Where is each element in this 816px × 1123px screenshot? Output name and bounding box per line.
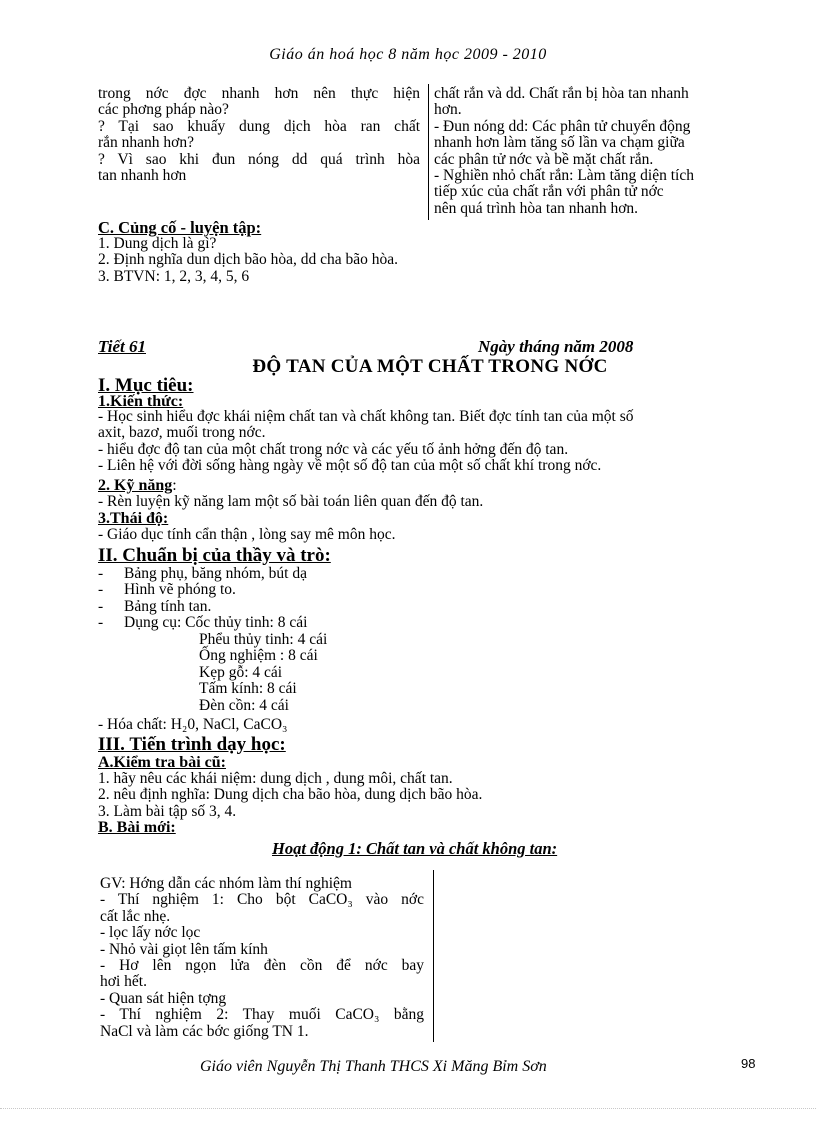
chuanbi-heading: II. Chuẩn bị của thầy và trò: bbox=[98, 545, 331, 566]
lesson-title: ĐỘ TAN CỦA MỘT CHẤT TRONG NỚC bbox=[252, 356, 608, 377]
chuanbi-tools bbox=[199, 632, 327, 714]
kiemtra-item: 3. Làm bài tập số 3, 4. bbox=[98, 802, 237, 820]
table2-left-column bbox=[100, 876, 424, 1040]
chuanbi-item-text: Hình vẽ phóng to. bbox=[124, 581, 236, 599]
chuanbi-item bbox=[98, 566, 307, 582]
table2-left-line: hơi hết. bbox=[100, 973, 147, 991]
chuanbi-item bbox=[98, 615, 307, 631]
kynang-line: - Rèn luyện kỹ năng lam một số bài toán liên quan đến độ tan. bbox=[98, 493, 484, 510]
cungco-heading: C. Củng cố - luyện tập: bbox=[98, 218, 262, 237]
chuanbi-item-text: Bảng phụ, băng nhóm, bút dạ bbox=[124, 565, 307, 582]
table2-divider bbox=[433, 870, 434, 1042]
kynang-colon: : bbox=[172, 477, 177, 494]
table2-left-line: cất lắc nhẹ. bbox=[100, 907, 171, 925]
cungco-item: 1. Dung dịch là gì? bbox=[98, 235, 217, 252]
table1-left-line: ? Vì sao khi đun nóng dd quá trình hòa bbox=[98, 150, 420, 168]
kiemtra-item: 1. hãy nêu các khái niệm: dung dịch , dung môi, chất tan. bbox=[98, 770, 453, 787]
cungco-list bbox=[98, 236, 398, 285]
table2-left-line: - Thí nghiệm 1: Cho bột CaCO₃ vào nớc bbox=[100, 891, 424, 909]
page-header-title: Giáo án hoá học 8 năm học 2009 - 2010 bbox=[269, 46, 547, 63]
page-number: 98 bbox=[741, 1056, 756, 1071]
kiemtra-heading: A.Kiểm tra bài cũ: bbox=[98, 754, 226, 771]
table1-left-column bbox=[98, 86, 420, 184]
baimoi-heading: B. Bài mới: bbox=[98, 819, 176, 836]
bullet-dash: - bbox=[98, 565, 104, 582]
kynang-heading: 2. Kỹ năng bbox=[98, 477, 173, 494]
chuanbi-item-text: Bảng tính tan. bbox=[124, 597, 212, 615]
lesson-date: Ngày tháng năm 2008 bbox=[478, 337, 634, 356]
table1-right-line: chất rắn và dd. Chất rắn bị hòa tan nhanh bbox=[434, 85, 689, 102]
bullet-dash: - bbox=[98, 581, 104, 599]
kienthuc-line: axit, bazơ, muối trong nớc. bbox=[98, 424, 266, 442]
table1-right-line: - Nghiền nhỏ chất rắn: Làm tăng diện tích bbox=[434, 167, 694, 185]
thaido-line: - Giáo dục tính cẩn thận , lòng say mê môn học. bbox=[98, 526, 396, 543]
chuanbi-item-text: Dụng cụ: Cốc thủy tinh: 8 cái bbox=[124, 614, 308, 632]
chuanbi-item bbox=[98, 582, 307, 598]
table1-left-line: trong nớc đợc nhanh hơn nên thực hiện bbox=[98, 85, 420, 102]
cungco-item: 3. BTVN: 1, 2, 3, 4, 5, 6 bbox=[98, 267, 250, 285]
table1-right-line: nhanh hơn làm tăng số lần va chạm giữa bbox=[434, 134, 685, 152]
kienthuc-line: - Học sinh hiểu đợc khái niệm chất tan và chất không tan. Biết đợc tính tan của một số bbox=[98, 408, 634, 425]
table1-left-line: ? Tại sao khuấy dung dịch hòa ran chất bbox=[98, 117, 420, 135]
table1-right-line: nên quá trình hòa tan nhanh hơn. bbox=[434, 199, 639, 217]
chuanbi-list bbox=[98, 566, 307, 632]
kienthuc-heading: 1.Kiến thức: bbox=[98, 393, 184, 410]
tool-item: Kẹp gỗ: 4 cái bbox=[199, 663, 283, 681]
table2-left-line: - Quan sát hiện tợng bbox=[100, 989, 227, 1007]
tientrinh-heading: III. Tiến trình dạy học: bbox=[98, 734, 286, 755]
bullet-dash: - bbox=[98, 597, 104, 615]
table1-divider bbox=[428, 84, 429, 220]
table1-left-line: các phơng pháp nào? bbox=[98, 101, 229, 119]
thaido-heading: 3.Thái độ: bbox=[98, 510, 169, 527]
kiemtra-item: 2. nêu định nghĩa: Dung dịch cha bão hòa, dung dịch bão hòa. bbox=[98, 786, 483, 804]
kiemtra-list bbox=[98, 771, 482, 820]
cungco-item: 2. Định nghĩa dun dịch bão hòa, dd cha bão hòa. bbox=[98, 251, 399, 269]
kienthuc-line: - Liên hệ với đời sống hàng ngày về một số độ tan của một số chất khí trong nớc. bbox=[98, 457, 602, 475]
lesson-period: Tiết 61 bbox=[98, 337, 146, 356]
table2-left-line: - Thí nghiệm 2: Thay muối CaCO₃ bằng bbox=[100, 1006, 424, 1024]
kienthuc-line: - hiểu đợc độ tan của một chất trong nớc và các yếu tố ảnh hởng đến độ tan. bbox=[98, 440, 569, 458]
table1-right-line: tiếp xúc của chất rắn với phân tử nớc bbox=[434, 183, 664, 201]
tool-item: Tấm kính: 8 cái bbox=[199, 680, 297, 698]
chuanbi-item bbox=[98, 599, 307, 615]
bullet-dash: - bbox=[98, 614, 104, 632]
table1-right-line: - Đun nóng dd: Các phân tử chuyển động bbox=[434, 117, 691, 135]
table1-right-column bbox=[434, 86, 756, 217]
table2-left-line: - Hơ lên ngọn lửa đèn cồn để nớc bay bbox=[100, 957, 424, 975]
tool-item: Ống nghiệm : 8 cái bbox=[199, 647, 318, 665]
table1-right-line: hơn. bbox=[434, 101, 462, 119]
tool-item: Phểu thủy tinh: 4 cái bbox=[199, 631, 328, 648]
table1-left-line: tan nhanh hơn bbox=[98, 167, 187, 185]
tool-item: Đèn cồn: 4 cái bbox=[199, 696, 289, 714]
hoatdong-heading: Hoạt động 1: Chất tan và chất không tan: bbox=[272, 839, 558, 858]
table2-left-line: - Nhỏ vài giọt lên tấm kính bbox=[100, 940, 268, 958]
chemicals-line: - Hóa chất: H₂0, NaCl, CaCO₃ bbox=[98, 716, 288, 733]
table2-left-line: NaCl và làm các bớc giống TN 1. bbox=[100, 1022, 309, 1040]
footer-teacher: Giáo viên Nguyễn Thị Thanh THCS Xi Măng Bỉm Sơn bbox=[200, 1058, 547, 1075]
muctieu-heading: I. Mục tiêu: bbox=[98, 375, 194, 396]
kienthuc-lines bbox=[98, 409, 634, 475]
table2-left-line: GV: Hớng dẫn các nhóm làm thí nghiệm bbox=[100, 875, 352, 892]
page-bottom-rule bbox=[0, 1108, 816, 1109]
table2-left-line: - lọc lấy nớc lọc bbox=[100, 924, 201, 942]
thaido-lines bbox=[98, 527, 395, 543]
table1-right-line: các phân tử nớc và bề mặt chất rắn. bbox=[434, 150, 654, 168]
table1-left-line: rắn nhanh hơn? bbox=[98, 134, 194, 152]
kynang-lines bbox=[98, 494, 483, 510]
